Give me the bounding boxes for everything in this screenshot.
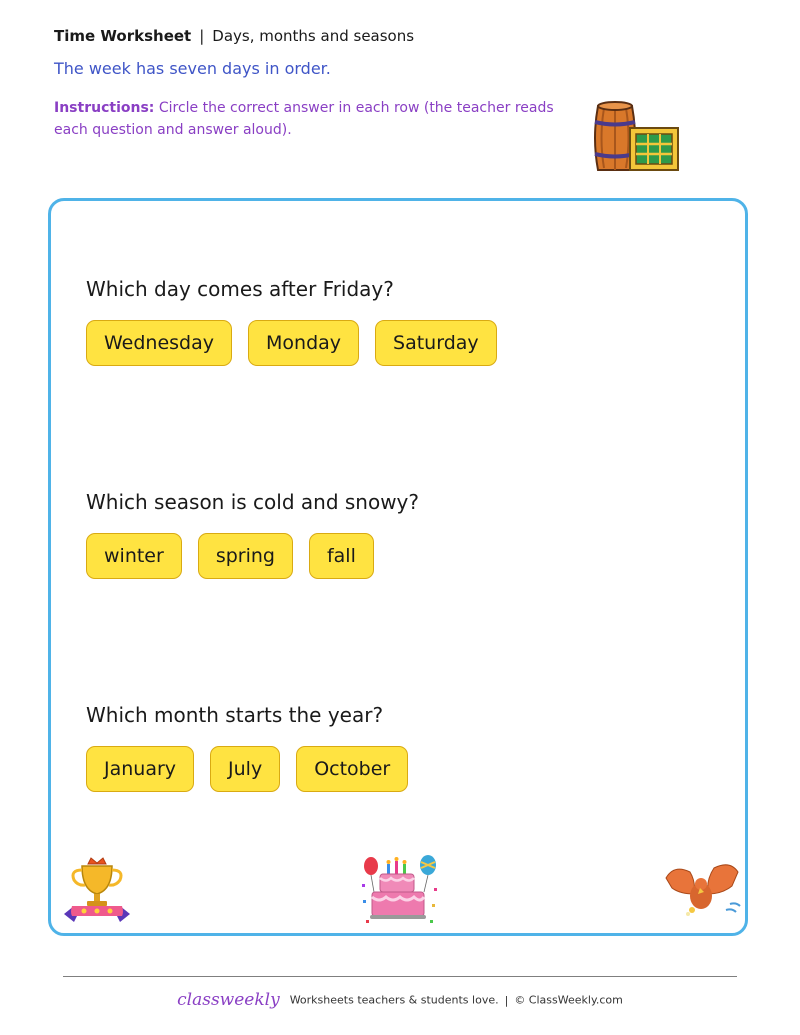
worksheet-subtitle: The week has seven days in order. <box>54 59 331 78</box>
footer-brand-logo: classweekly <box>177 990 280 1010</box>
question-1-answers <box>86 320 497 366</box>
header-separator: | <box>199 27 205 45</box>
answer-option-fall[interactable]: fall <box>309 533 374 579</box>
footer-tagline: Worksheets teachers & students love. <box>289 993 499 1007</box>
birthday-cake-icon <box>360 852 440 928</box>
question-1-prompt: Which day comes after Friday? <box>86 277 394 301</box>
worksheet-header <box>54 26 414 46</box>
answer-option-july[interactable]: July <box>210 746 280 792</box>
answer-option-winter[interactable]: winter <box>86 533 182 579</box>
question-3-answers <box>86 746 408 792</box>
answer-option-saturday[interactable]: Saturday <box>375 320 497 366</box>
question-2-prompt: Which season is cold and snowy? <box>86 490 420 514</box>
flying-bird-icon <box>660 860 744 922</box>
answer-option-monday[interactable]: Monday <box>248 320 359 366</box>
worksheet-topic: Days, months and seasons <box>212 27 415 45</box>
instructions-text: Circle the correct answer in each row (the teacher reads each question and answer aloud). <box>54 100 554 138</box>
question-2-answers <box>86 533 374 579</box>
answer-option-spring[interactable]: spring <box>198 533 293 579</box>
answer-option-january[interactable]: January <box>86 746 194 792</box>
instructions <box>54 97 574 141</box>
footer-separator: | <box>504 993 509 1007</box>
footer <box>0 990 800 1010</box>
instructions-label: Instructions: <box>54 100 155 116</box>
question-3-prompt: Which month starts the year? <box>86 703 384 727</box>
answer-option-wednesday[interactable]: Wednesday <box>86 320 232 366</box>
trophy-icon <box>60 856 134 924</box>
footer-copyright: © ClassWeekly.com <box>514 993 623 1007</box>
answer-option-october[interactable]: October <box>296 746 408 792</box>
worksheet-title: Time Worksheet <box>54 27 192 45</box>
footer-divider <box>63 976 737 977</box>
barrel-and-crate-icon <box>588 100 684 176</box>
